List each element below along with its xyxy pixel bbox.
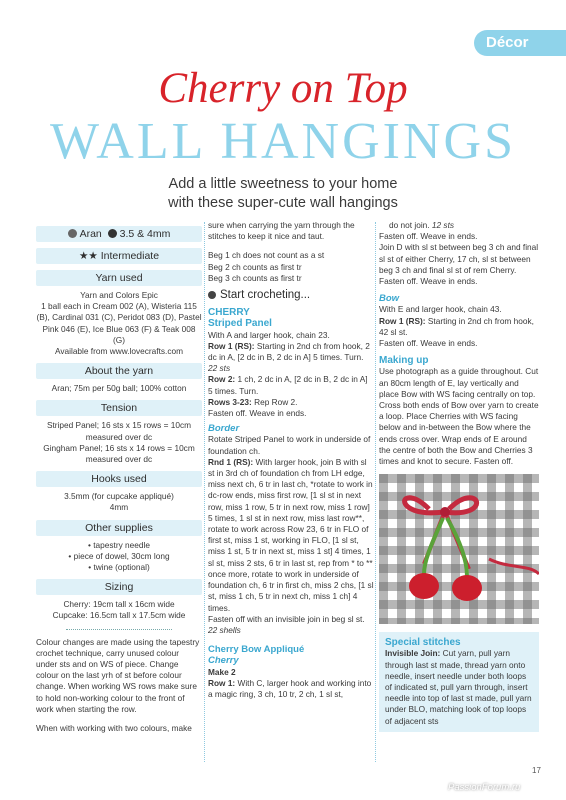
start-crocheting-heading: Start crocheting... [208,290,374,301]
pattern-note: Beg 1 ch does not count as a st [208,250,325,261]
yarn-used-line: 1 ball each in Cream 002 (A), Wisteria 115 [41,301,197,312]
special-stitches-box [379,632,539,732]
continued-text: do not join. 12 sts [389,220,455,230]
yarn-used-line: Pink 046 (E), Ice Blue 063 (F) & Teak 008 (G) [42,323,196,345]
page-number: 17 [532,766,541,775]
fasten-off: Fasten off. Weave in ends. [379,231,478,242]
make-count: Make 2 [208,666,236,677]
border-intro: Rotate Striped Panel to work in underside of foundation ch. [208,434,371,456]
bow-applique-heading: Cherry Bow Appliqué [208,644,305,656]
title-main: WALL HANGINGS [49,113,517,170]
yarn-weight: Aran [79,228,102,240]
hooks-line: 4mm [109,502,129,513]
tension-line: measured over dc [85,454,153,465]
yarn-used-heading: Yarn used [36,270,202,286]
yarn-used-line: Yarn and Colors Epic [80,290,158,300]
hook-icon [108,229,117,238]
two-colour-note: When with working with two colours, make [36,723,192,734]
special-stitches-heading: Special stitches [385,637,461,649]
pattern-note: Beg 3 ch counts as first tr [208,272,302,283]
row-2-instruction: Row 2: 1 ch, 2 dc in A, [2 dc in B, 2 dc in A] 5 times. Turn. [208,374,368,396]
striped-panel-heading: Striped Panel [208,318,272,330]
subtitle-line-2: with these super-cute wall hangings [168,195,398,211]
fasten-off: Fasten off. Weave in ends. [379,276,478,287]
yarn-weight-hook-box [36,226,202,242]
pattern-notes [208,250,374,284]
colour-change-note: Colour changes are made using the tapestry crochet technique, carry unused colour under sts and on WS of piece. Change colour on the last yrh of st before colour change. When working WS rows make sure to hold non-working colour to the front of work when starting the row. [36,636,200,714]
making-up-column [379,220,539,732]
cherry-row-1: Row 1: With C, larger hook and working into a magic ring, 3 ch, 10 tr, 2 ch, 1 sl st, [208,677,372,699]
section-tag: Décor [474,30,566,56]
subtitle-line-1: Add a little sweetness to your home [168,176,398,192]
supplies-heading: Other supplies [36,520,202,536]
fasten-off: Fasten off. Weave in ends. [208,408,307,419]
cherry-wall-hanging-photo [379,474,539,624]
yarn-used-text [36,290,202,357]
subtitle [0,175,566,213]
materials-column [36,220,202,734]
yarn-used-line: (B), Cardinal 031 (C), Peridot 083 (D), Pastel [36,312,202,323]
cherry-subheading: Cherry [208,655,239,667]
yarn-ball-icon [208,291,216,299]
about-yarn-text: Aran; 75m per 50g ball; 100% cotton [51,383,187,394]
join-instruction: Join D with sl st between beg 3 ch and final sl st of either Cherry, 17 ch, sl st between beg 3 ch and final sl st of rem Cherry. [379,242,539,275]
yarn-used-line: Available from www.lovecrafts.com [54,346,184,357]
hooks-text [36,491,202,513]
continued-text: sure when carrying the yarn through the stitches to keep it nice and taut. [208,220,355,242]
hooks-line: 3.5mm (for cupcake appliqué) [64,491,174,502]
dotted-separator [66,629,172,630]
skill-level-box [36,248,202,264]
bow-chain: With E and larger hook, chain 43. [379,304,502,315]
yarn-ball-icon [68,229,77,238]
supply-item: • twine (optional) [88,562,150,573]
supplies-list [36,540,202,574]
cherry-illustration [379,474,539,624]
column-divider-2 [375,222,377,762]
fasten-invisible: Fasten off with an invisible join in beg sl st. [208,613,365,624]
invisible-join-text: Invisible Join: Cut yarn, pull yarn through last st made, thread yarn onto needle, insert needle under both loops of indicated st, pull yarn through, insert needle into top of last st made, pull yarn under BLO, matching look of top loops of adjacent sts [385,648,532,726]
border-heading: Border [208,423,240,435]
rows-3-23-instruction: Rows 3-23: Rep Row 2. [208,396,298,407]
tension-heading: Tension [36,400,202,416]
chain-instruction: With A and larger hook, chain 23. [208,329,330,340]
sizing-line: Cupcake: 16.5cm tall x 17.5cm wide [52,610,186,621]
instructions-column [208,220,374,700]
sizing-line: Cherry: 19cm tall x 16cm wide [63,599,175,610]
bow-row-1: Row 1 (RS): Starting in 2nd ch from hook, 42 sl st. [379,315,534,337]
cherry-heading: CHERRY [208,307,250,319]
tension-line: measured over dc [85,431,153,442]
skill-level: Intermediate [100,250,160,262]
hook-size: 3.5 & 4mm [119,228,171,240]
fasten-off: Fasten off. Weave in ends. [379,338,478,349]
watermark: PassionForum.ru [448,782,521,793]
pattern-note: Beg 2 ch counts as first tr [208,261,302,272]
supply-item: • tapestry needle [88,539,150,550]
tension-line: Gingham Panel; 16 sts x 14 rows = 10cm [43,442,195,453]
about-yarn-heading: About the yarn [36,363,202,379]
skill-stars-icon: ★★ [78,250,98,262]
title-script: Cherry on Top [158,65,408,112]
row-1-instruction: Row 1 (RS): Starting in 2nd ch from hook, 2 dc in A, [2 dc in B, 2 dc in A] 5 times. Turn. 22 sts [208,340,370,374]
sizing-heading: Sizing [36,579,202,595]
shell-count: 22 shells [208,624,241,635]
column-divider-1 [204,222,206,762]
making-up-text: Use photograph as a guide throughout. Cut an 80cm length of E, lay vertically and place Bow with WS facing centrally on top. Cross both ends of Bow over yarn to create a loop. Place Cherries with WS facing below and in-between the Bow where the ends cross over. Wrap ends of E around the centre of both the Bow and Cherries 3 times and knot to secure. Fasten off. [379,366,539,467]
tension-line: Striped Panel; 16 sts x 15 rows = 10cm [46,420,192,431]
bow-heading: Bow [379,293,400,305]
tension-text [36,420,202,465]
supply-item: • piece of dowel, 30cm long [68,550,170,561]
making-up-heading: Making up [379,355,429,367]
hooks-heading: Hooks used [36,471,202,487]
round-1-instruction: Rnd 1 (RS): With larger hook, join B with sl st in 3rd ch of foundation ch from LH edge, miss next ch, 6 tr in last ch, *rotate to work in dc-row ends, miss first row, [1 sl st in next row, miss 1 row, 5 tr in next row, miss 1 row] 5 times, 1 sl st in next row, miss last row**, rotate to work across Row 23, 6 tr in FLO of first st, miss 1 st, working in FLO, [1 sl st, miss 1 st, 5 tr in next st, miss 1 st] 4 times, 1 sl st, miss 2 sts, 6 tr in last st, rep from * to ** once more, rotate to work in underside of foundation ch, 6 tr in first ch, miss 2 chs, [1 sl st, miss 1 ch, 5 tr in next ch, miss 1 ch] 4 times. [208,456,374,613]
sizing-text [36,599,202,621]
